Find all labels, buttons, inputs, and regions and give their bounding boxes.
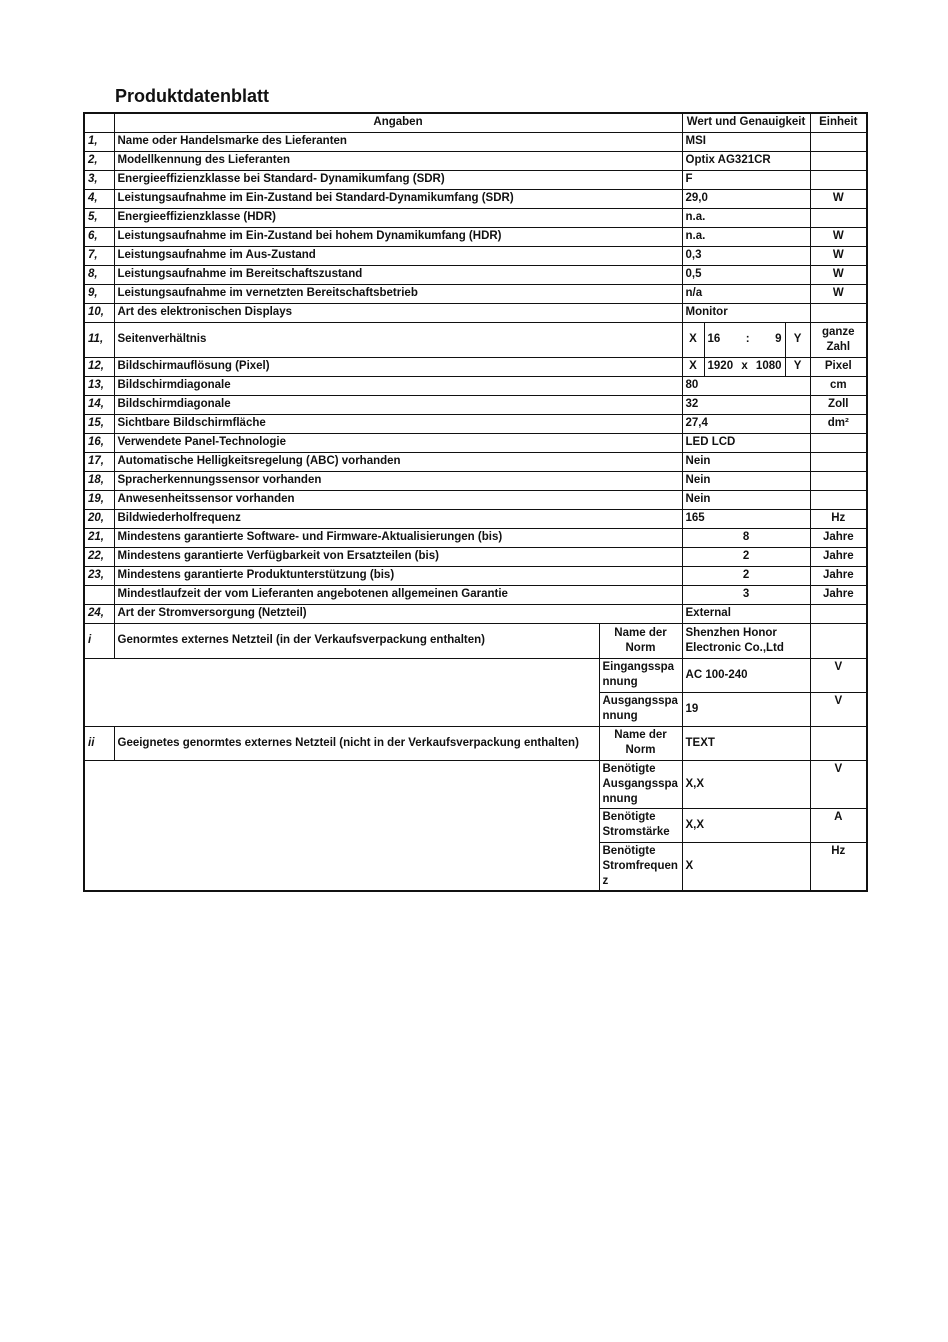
row-label: Bildschirmauflösung (Pixel): [114, 357, 682, 376]
row-value: Shenzhen Honor Electronic Co.,Ltd: [682, 623, 810, 658]
table-row: [84, 189, 867, 208]
table-row: [84, 566, 867, 585]
col-header-angaben: Angaben: [114, 113, 682, 132]
row-unit: [810, 623, 867, 658]
row-value: 29,0: [682, 189, 810, 208]
row-value: 2: [682, 547, 810, 566]
row-number: 9,: [84, 284, 114, 303]
row-label: Leistungsaufnahme im Aus-Zustand: [114, 246, 682, 265]
row-unit: cm: [810, 376, 867, 395]
ratio-part: 9: [775, 333, 782, 345]
row-number: 23,: [84, 566, 114, 585]
row-value: F: [682, 170, 810, 189]
table-row: [84, 395, 867, 414]
row-unit: [810, 452, 867, 471]
ratio-parts: [708, 332, 782, 347]
row-value: X,X: [682, 760, 810, 808]
row-number: 17,: [84, 452, 114, 471]
row-number: 7,: [84, 246, 114, 265]
table-row: [84, 284, 867, 303]
row-label: Energieeffizienzklasse bei Standard- Dynamikumfang (SDR): [114, 170, 682, 189]
row-label: Leistungsaufnahme im Bereitschaftszustand: [114, 265, 682, 284]
table-row: [84, 303, 867, 322]
row-value: n/a: [682, 284, 810, 303]
row-number: 15,: [84, 414, 114, 433]
row-number: 4,: [84, 189, 114, 208]
row-unit: [810, 208, 867, 227]
ratio-part: 1080: [755, 360, 782, 372]
table-row: [84, 604, 867, 623]
row-value: External: [682, 604, 810, 623]
row-unit: W: [810, 284, 867, 303]
row-label: Genormtes externes Netzteil (in der Verkaufsverpackung enthalten): [114, 623, 599, 658]
row-number: 16,: [84, 433, 114, 452]
row-value: Nein: [682, 490, 810, 509]
row-label: Name oder Handelsmarke des Lieferanten: [114, 132, 682, 151]
row-sublabel: Name der Norm: [599, 623, 682, 658]
row-sublabel: Benötigte Stromstärke: [599, 808, 682, 842]
row-unit: W: [810, 265, 867, 284]
table-row: [84, 433, 867, 452]
row-number: 10,: [84, 303, 114, 322]
table-row: [84, 132, 867, 151]
datasheet-table-body: [84, 113, 867, 891]
row-value: 0,5: [682, 265, 810, 284]
row-value: Nein: [682, 452, 810, 471]
row-number: 3,: [84, 170, 114, 189]
ratio-x-label: X: [682, 322, 704, 357]
row-number: 6,: [84, 227, 114, 246]
row-label: Bildschirmdiagonale: [114, 376, 682, 395]
page-title: Produktdatenblatt: [115, 86, 270, 106]
row-sublabel: Benötigte Stromfrequenz: [599, 842, 682, 891]
row-unit: V: [810, 692, 867, 726]
table-row: [84, 726, 867, 760]
row-value: TEXT: [682, 726, 810, 760]
table-row: [84, 246, 867, 265]
row-unit: dm²: [810, 414, 867, 433]
row-value: MSI: [682, 132, 810, 151]
row-label: Mindestens garantierte Verfügbarkeit von Ersatzteilen (bis): [114, 547, 682, 566]
row-value: 80: [682, 376, 810, 395]
row-label: Seitenverhältnis: [114, 322, 682, 357]
table-row: [84, 170, 867, 189]
table-row: [84, 490, 867, 509]
row-unit: Jahre: [810, 528, 867, 547]
col-header-wert: Wert und Genauigkeit: [682, 113, 810, 132]
row-number: 13,: [84, 376, 114, 395]
row-number: 19,: [84, 490, 114, 509]
row-value: X: [682, 842, 810, 891]
row-value: 27,4: [682, 414, 810, 433]
row-unit: Jahre: [810, 585, 867, 604]
table-row: [84, 452, 867, 471]
table-row: [84, 151, 867, 170]
table-row: [84, 585, 867, 604]
table-row: [84, 528, 867, 547]
row-label: Energieeffizienzklasse (HDR): [114, 208, 682, 227]
row-sublabel: Ausgangsspannung: [599, 692, 682, 726]
ratio-y-label: Y: [785, 357, 810, 376]
row-value: AC 100-240: [682, 658, 810, 692]
row-number: 8,: [84, 265, 114, 284]
table-row: [84, 760, 867, 808]
row-number: 21,: [84, 528, 114, 547]
row-unit: [810, 726, 867, 760]
row-label: Mindestens garantierte Software- und Firmware-Aktualisierungen (bis): [114, 528, 682, 547]
row-value: X,X: [682, 808, 810, 842]
row-number: 18,: [84, 471, 114, 490]
row-label: Mindestens garantierte Produktunterstützung (bis): [114, 566, 682, 585]
row-number: ii: [84, 726, 114, 760]
table-row: [84, 322, 867, 357]
row-value: 32: [682, 395, 810, 414]
row-unit: [810, 604, 867, 623]
row-sublabel: Benötigte Ausgangsspannung: [599, 760, 682, 808]
row-unit: V: [810, 658, 867, 692]
row-unit: W: [810, 189, 867, 208]
row-number: [84, 585, 114, 604]
row-value: Optix AG321CR: [682, 151, 810, 170]
table-row: [84, 414, 867, 433]
row-label: Automatische Helligkeitsregelung (ABC) vorhanden: [114, 452, 682, 471]
row-number: 12,: [84, 357, 114, 376]
ratio-part: 16: [707, 333, 721, 345]
row-label: Spracherkennungssensor vorhanden: [114, 471, 682, 490]
ratio-part: 1920: [707, 360, 734, 372]
row-label: Modellkennung des Lieferanten: [114, 151, 682, 170]
row-value: 0,3: [682, 246, 810, 265]
table-row: [84, 623, 867, 658]
ratio-part: :: [745, 333, 750, 345]
table-row: [84, 265, 867, 284]
row-value: 8: [682, 528, 810, 547]
ratio-x-label: X: [682, 357, 704, 376]
row-value: n.a.: [682, 227, 810, 246]
row-value: 165: [682, 509, 810, 528]
row-number: i: [84, 623, 114, 658]
ratio-parts: [708, 359, 782, 374]
row-unit: Jahre: [810, 547, 867, 566]
row-unit: Hz: [810, 509, 867, 528]
col-header-einheit: Einheit: [810, 113, 867, 132]
header-number-cell: [84, 113, 114, 132]
row-unit: W: [810, 246, 867, 265]
row-value: LED LCD: [682, 433, 810, 452]
row-unit: V: [810, 760, 867, 808]
row-label: Art der Stromversorgung (Netzteil): [114, 604, 682, 623]
row-number: 1,: [84, 132, 114, 151]
row-label: Anwesenheitssensor vorhanden: [114, 490, 682, 509]
row-unit: [810, 132, 867, 151]
row-unit: [810, 471, 867, 490]
table-row: [84, 208, 867, 227]
row-number: 22,: [84, 547, 114, 566]
row-number: 24,: [84, 604, 114, 623]
ratio-value-cell: [704, 357, 785, 376]
row-number: 5,: [84, 208, 114, 227]
table-row: [84, 471, 867, 490]
table-row: [84, 509, 867, 528]
row-unit: A: [810, 808, 867, 842]
row-unit: ganze Zahl: [810, 322, 867, 357]
row-value: 2: [682, 566, 810, 585]
row-value: Monitor: [682, 303, 810, 322]
row-number: 14,: [84, 395, 114, 414]
row-label: Art des elektronischen Displays: [114, 303, 682, 322]
row-value: Nein: [682, 471, 810, 490]
row-label: Bildwiederholfrequenz: [114, 509, 682, 528]
row-unit: [810, 490, 867, 509]
ratio-y-label: Y: [785, 322, 810, 357]
table-row: [84, 376, 867, 395]
row-unit: Hz: [810, 842, 867, 891]
row-unit: Pixel: [810, 357, 867, 376]
row-label: Leistungsaufnahme im vernetzten Bereitschaftsbetrieb: [114, 284, 682, 303]
row-sublabel: Name der Norm: [599, 726, 682, 760]
row-label: Bildschirmdiagonale: [114, 395, 682, 414]
row-value: n.a.: [682, 208, 810, 227]
row-unit: [810, 303, 867, 322]
row-number: 20,: [84, 509, 114, 528]
table-row: [84, 357, 867, 376]
row-number: 11,: [84, 322, 114, 357]
merged-empty-cell: [84, 658, 599, 726]
row-unit: [810, 151, 867, 170]
header-row: [84, 113, 867, 132]
row-label: Leistungsaufnahme im Ein-Zustand bei hohem Dynamikumfang (HDR): [114, 227, 682, 246]
datasheet-table: [83, 112, 868, 892]
row-label: Sichtbare Bildschirmfläche: [114, 414, 682, 433]
table-row: [84, 658, 867, 692]
row-unit: [810, 433, 867, 452]
row-unit: Jahre: [810, 566, 867, 585]
row-unit: [810, 170, 867, 189]
merged-empty-cell: [84, 760, 599, 891]
table-row: [84, 547, 867, 566]
ratio-part: x: [741, 360, 748, 372]
row-label: Geeignetes genormtes externes Netzteil (nicht in der Verkaufsverpackung enthalten): [114, 726, 599, 760]
row-value: 19: [682, 692, 810, 726]
table-row: [84, 227, 867, 246]
row-label: Mindestlaufzeit der vom Lieferanten angebotenen allgemeinen Garantie: [114, 585, 682, 604]
row-unit: W: [810, 227, 867, 246]
row-label: Leistungsaufnahme im Ein-Zustand bei Standard-Dynamikumfang (SDR): [114, 189, 682, 208]
row-label: Verwendete Panel-Technologie: [114, 433, 682, 452]
row-value: 3: [682, 585, 810, 604]
row-unit: Zoll: [810, 395, 867, 414]
row-sublabel: Eingangsspannung: [599, 658, 682, 692]
ratio-value-cell: [704, 322, 785, 357]
row-number: 2,: [84, 151, 114, 170]
